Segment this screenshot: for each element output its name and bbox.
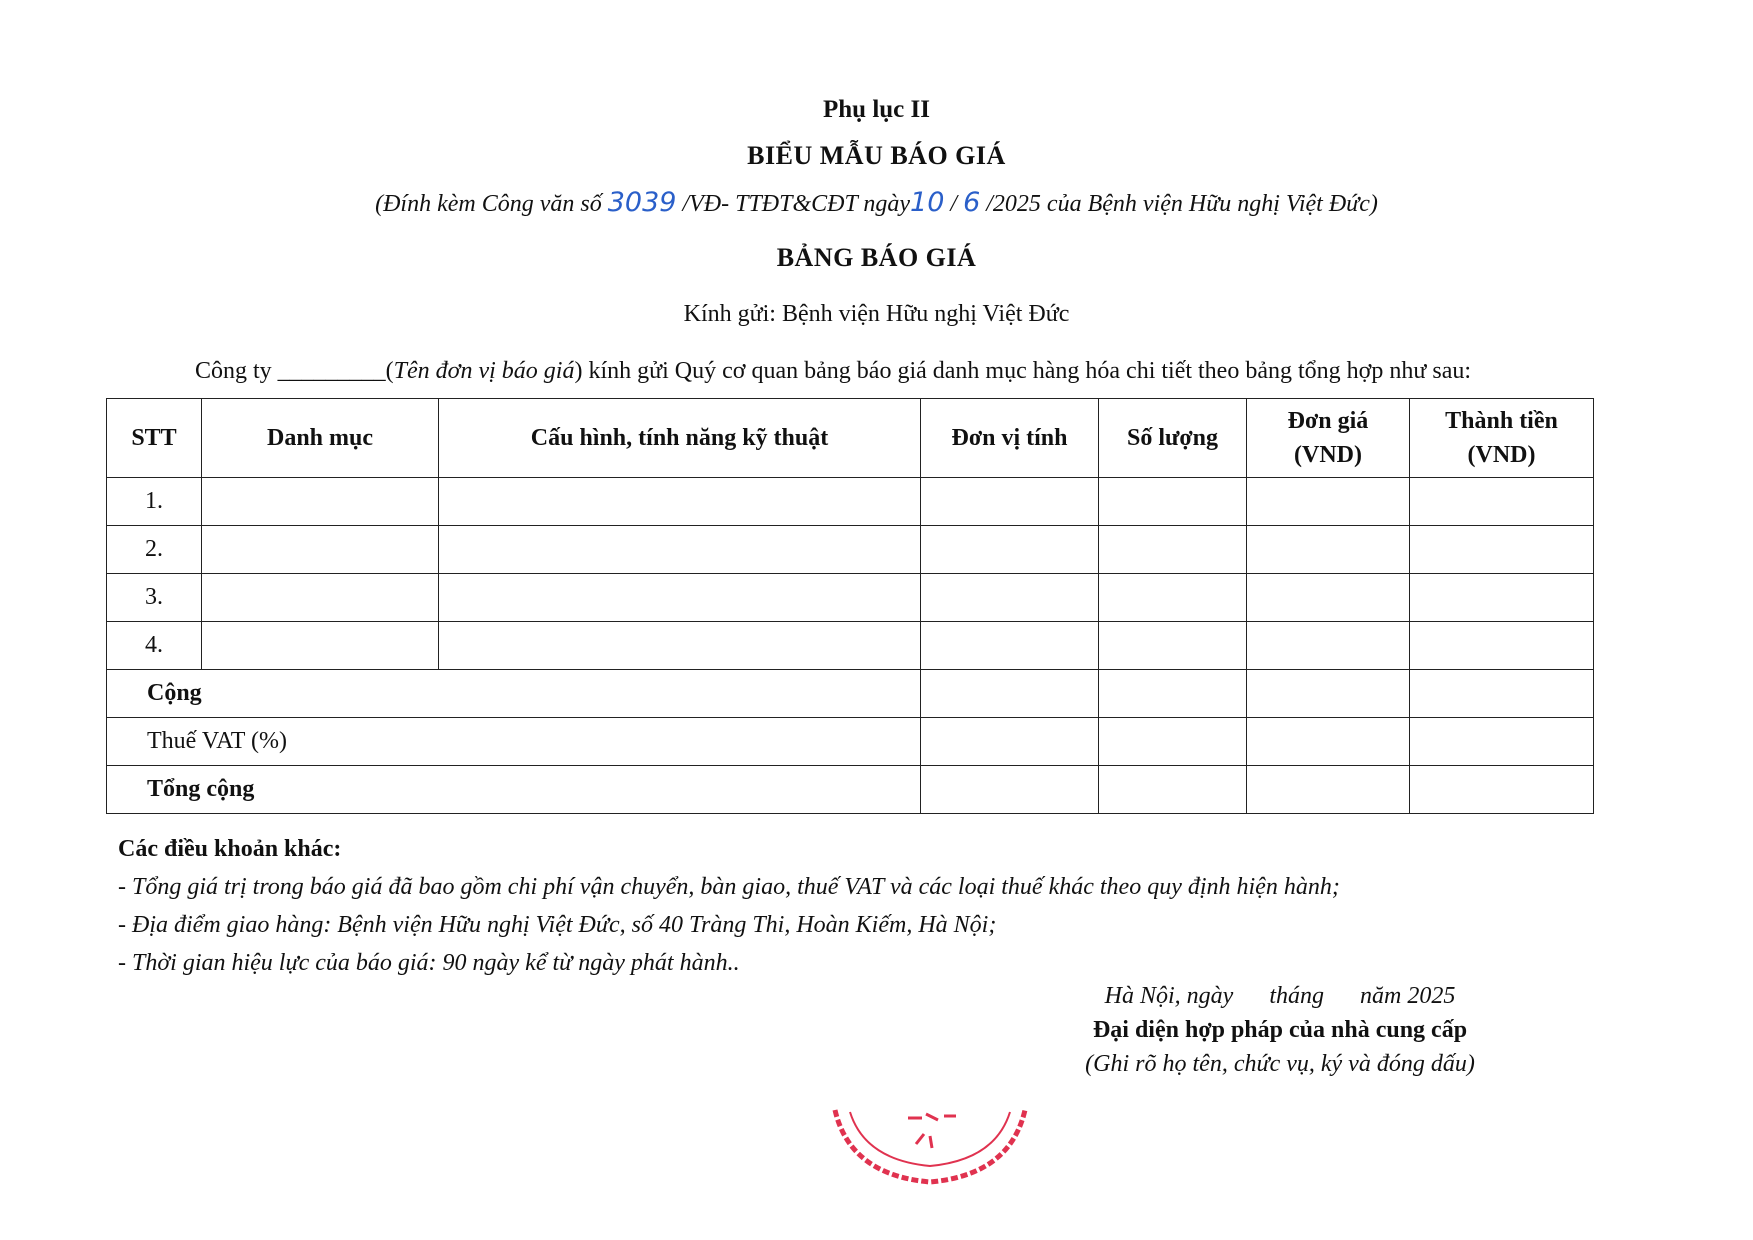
intro-company-placeholder: Tên đơn vị báo giá [393,358,575,384]
category-cell[interactable] [202,622,439,670]
vat-label: Thuế VAT (%) [107,718,921,766]
config-cell[interactable] [439,526,921,574]
appendix-label: Phụ lục II [823,96,930,123]
subtotal-label: Cộng [107,670,921,718]
signature-role: Đại diện hợp pháp của nhà cung cấp [1092,1017,1468,1043]
amount-cell[interactable] [1410,574,1594,622]
config-cell[interactable] [439,622,921,670]
unit-price-cell[interactable] [1247,574,1410,622]
attachment-slash: / [944,191,964,217]
other-terms [118,830,1340,982]
stamp-icon [820,1090,1040,1200]
unit-price-cell[interactable] [1247,526,1410,574]
category-cell[interactable] [202,574,439,622]
col-config: Cấu hình, tính năng kỹ thuật [439,399,921,478]
category-cell[interactable] [202,526,439,574]
col-unit: Đơn vị tính [921,399,1099,478]
unit-cell[interactable] [921,670,1099,718]
red-stamp-fragment [820,1090,1040,1205]
attachment-mid: /VĐ- TTĐT&CĐT ngày [676,191,911,217]
quantity-cell[interactable] [1099,718,1247,766]
vat-row [107,718,1594,766]
col-amount [1410,399,1594,478]
unit-price-cell[interactable] [1247,478,1410,526]
quantity-cell[interactable] [1099,622,1247,670]
attachment-prefix: (Đính kèm Công văn số [375,191,608,217]
subtotal-row [107,670,1594,718]
total-label: Tổng cộng [107,766,921,814]
amount-cell[interactable] [1410,526,1594,574]
unit-cell[interactable] [921,718,1099,766]
terms-item: - Thời gian hiệu lực của báo giá: 90 ngày kể từ ngày phát hành.. [118,950,740,976]
terms-item: - Địa điểm giao hàng: Bệnh viện Hữu nghị Việt Đức, số 40 Tràng Thi, Hoàn Kiếm, Hà Nội; [118,912,997,938]
amount-cell[interactable] [1410,622,1594,670]
table-row [107,622,1594,670]
table-header-row [107,399,1594,478]
quantity-cell[interactable] [1099,574,1247,622]
unit-price-cell[interactable] [1247,718,1410,766]
terms-heading: Các điều khoản khác: [118,836,342,862]
unit-cell[interactable] [921,766,1099,814]
quantity-cell[interactable] [1099,766,1247,814]
col-amount-line2: (VND) [1467,442,1536,468]
amount-cell[interactable] [1410,670,1594,718]
amount-cell[interactable] [1410,718,1594,766]
intro-suffix: ) kính gửi Quý cơ quan bảng báo giá danh mục hàng hóa chi tiết theo bảng tổng hợp như sau: [574,358,1472,384]
table-row [107,478,1594,526]
unit-price-cell[interactable] [1247,622,1410,670]
row-number: 4. [107,622,202,670]
config-cell[interactable] [439,478,921,526]
quotation-table [106,398,1594,814]
signature-note: (Ghi rõ họ tên, chức vụ, ký và đóng dấu) [1085,1051,1475,1077]
quantity-cell[interactable] [1099,478,1247,526]
attachment-suffix: /2025 của Bệnh viện Hữu nghị Việt Đức) [980,191,1378,217]
quantity-cell[interactable] [1099,670,1247,718]
unit-cell[interactable] [921,574,1099,622]
handwritten-day: 10 [910,187,945,218]
config-cell[interactable] [439,574,921,622]
table-row [107,526,1594,574]
col-unit-price-line2: (VND) [1294,442,1362,468]
intro-line [195,358,1471,385]
intro-prefix: Công ty _________( [195,358,394,384]
attachment-line [0,187,1753,218]
unit-cell[interactable] [921,478,1099,526]
col-quantity: Số lượng [1099,399,1247,478]
unit-price-cell[interactable] [1247,670,1410,718]
category-cell[interactable] [202,478,439,526]
row-number: 3. [107,574,202,622]
greeting: Kính gửi: Bệnh viện Hữu nghị Việt Đức [683,301,1070,327]
table-title: BẢNG BÁO GIÁ [776,243,977,272]
table-row [107,574,1594,622]
total-row [107,766,1594,814]
quantity-cell[interactable] [1099,526,1247,574]
form-title: BIỂU MẪU BÁO GIÁ [747,141,1006,170]
col-unit-price [1247,399,1410,478]
col-category: Danh mục [202,399,439,478]
unit-cell[interactable] [921,526,1099,574]
signature-date: Hà Nội, ngày tháng năm 2025 [1104,983,1456,1009]
unit-cell[interactable] [921,622,1099,670]
unit-price-cell[interactable] [1247,766,1410,814]
col-amount-line1: Thành tiền [1445,408,1558,434]
handwritten-doc-number: 3039 [607,187,677,218]
row-number: 2. [107,526,202,574]
col-stt: STT [107,399,202,478]
col-unit-price-line1: Đơn giá [1287,408,1369,434]
row-number: 1. [107,478,202,526]
handwritten-month: 6 [963,187,981,218]
amount-cell[interactable] [1410,766,1594,814]
terms-item: - Tổng giá trị trong báo giá đã bao gồm chi phí vận chuyển, bàn giao, thuế VAT và các loại thuế khác theo quy định hiện hành; [118,874,1340,900]
amount-cell[interactable] [1410,478,1594,526]
